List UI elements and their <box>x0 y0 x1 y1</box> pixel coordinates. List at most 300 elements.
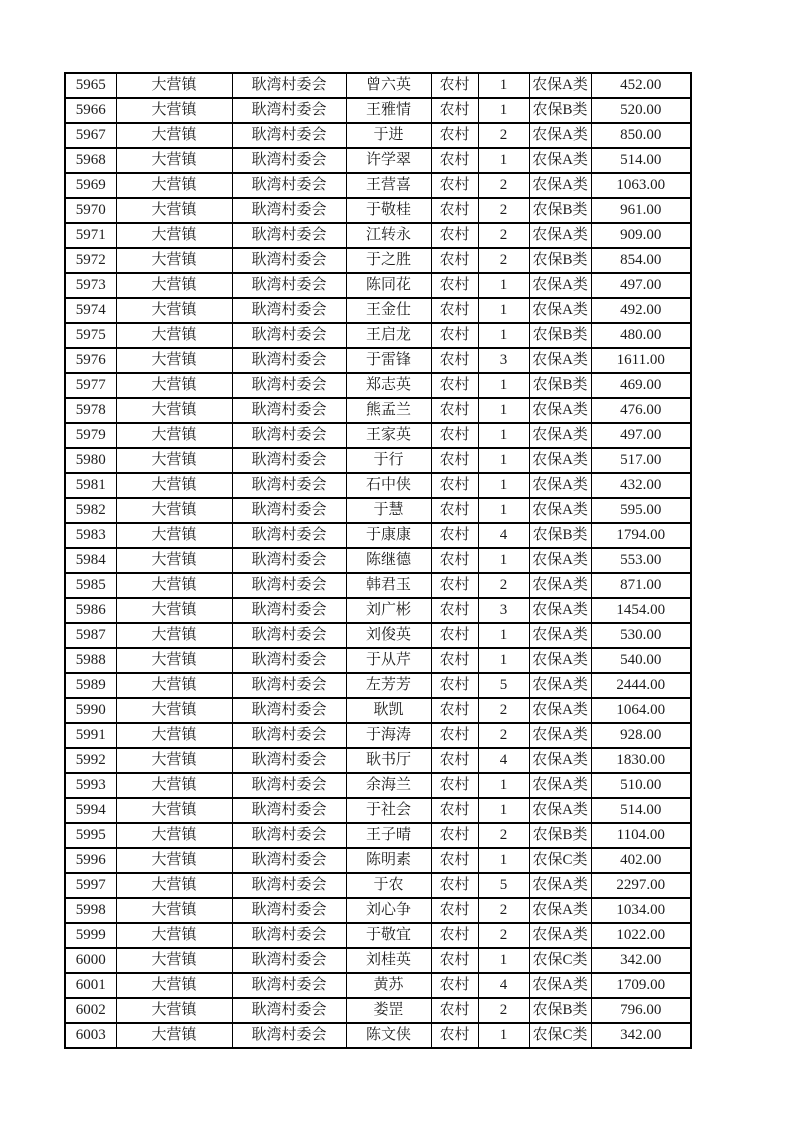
cell-insurance-class: 农保A类 <box>529 223 591 248</box>
cell-seq-no: 5970 <box>65 198 116 223</box>
table-row <box>65 448 691 473</box>
cell-person-name: 于进 <box>346 123 431 148</box>
cell-seq-no: 6000 <box>65 948 116 973</box>
cell-insurance-class: 农保A类 <box>529 723 591 748</box>
cell-town: 大营镇 <box>116 473 232 498</box>
cell-person-count: 1 <box>478 948 529 973</box>
cell-village-committee: 耿湾村委会 <box>232 848 346 873</box>
cell-person-name: 黄苏 <box>346 973 431 998</box>
cell-insurance-class: 农保A类 <box>529 298 591 323</box>
cell-residence-type: 农村 <box>431 223 478 248</box>
cell-village-committee: 耿湾村委会 <box>232 748 346 773</box>
cell-amount: 540.00 <box>591 648 691 673</box>
cell-village-committee: 耿湾村委会 <box>232 373 346 398</box>
cell-village-committee: 耿湾村委会 <box>232 698 346 723</box>
cell-seq-no: 5995 <box>65 823 116 848</box>
cell-insurance-class: 农保A类 <box>529 598 591 623</box>
cell-amount: 1709.00 <box>591 973 691 998</box>
subsidy-table-body <box>65 73 691 1048</box>
cell-person-name: 陈明素 <box>346 848 431 873</box>
cell-seq-no: 5974 <box>65 298 116 323</box>
cell-insurance-class: 农保B类 <box>529 323 591 348</box>
cell-amount: 530.00 <box>591 623 691 648</box>
cell-person-count: 2 <box>478 923 529 948</box>
cell-village-committee: 耿湾村委会 <box>232 98 346 123</box>
cell-seq-no: 5978 <box>65 398 116 423</box>
cell-person-count: 2 <box>478 698 529 723</box>
table-row <box>65 598 691 623</box>
cell-person-name: 曾六英 <box>346 73 431 98</box>
cell-person-name: 王金仕 <box>346 298 431 323</box>
table-row <box>65 698 691 723</box>
cell-person-name: 石中侠 <box>346 473 431 498</box>
cell-person-name: 于农 <box>346 873 431 898</box>
cell-seq-no: 5977 <box>65 373 116 398</box>
cell-residence-type: 农村 <box>431 898 478 923</box>
cell-amount: 497.00 <box>591 423 691 448</box>
cell-residence-type: 农村 <box>431 698 478 723</box>
cell-person-name: 于敬桂 <box>346 198 431 223</box>
cell-residence-type: 农村 <box>431 298 478 323</box>
cell-town: 大营镇 <box>116 898 232 923</box>
cell-residence-type: 农村 <box>431 573 478 598</box>
cell-seq-no: 5985 <box>65 573 116 598</box>
cell-town: 大营镇 <box>116 523 232 548</box>
cell-village-committee: 耿湾村委会 <box>232 198 346 223</box>
cell-person-name: 刘心争 <box>346 898 431 923</box>
cell-residence-type: 农村 <box>431 598 478 623</box>
cell-town: 大营镇 <box>116 123 232 148</box>
cell-insurance-class: 农保B类 <box>529 248 591 273</box>
cell-amount: 2297.00 <box>591 873 691 898</box>
cell-town: 大营镇 <box>116 623 232 648</box>
cell-person-count: 2 <box>478 198 529 223</box>
cell-seq-no: 5975 <box>65 323 116 348</box>
table-row <box>65 523 691 548</box>
cell-seq-no: 5986 <box>65 598 116 623</box>
cell-amount: 342.00 <box>591 948 691 973</box>
cell-town: 大营镇 <box>116 548 232 573</box>
cell-insurance-class: 农保B类 <box>529 198 591 223</box>
cell-person-count: 2 <box>478 223 529 248</box>
cell-residence-type: 农村 <box>431 348 478 373</box>
cell-insurance-class: 农保A类 <box>529 73 591 98</box>
cell-amount: 492.00 <box>591 298 691 323</box>
cell-seq-no: 5969 <box>65 173 116 198</box>
cell-seq-no: 6003 <box>65 1023 116 1048</box>
cell-town: 大营镇 <box>116 573 232 598</box>
cell-amount: 510.00 <box>591 773 691 798</box>
cell-person-name: 于康康 <box>346 523 431 548</box>
cell-village-committee: 耿湾村委会 <box>232 273 346 298</box>
cell-insurance-class: 农保A类 <box>529 123 591 148</box>
cell-person-count: 1 <box>478 473 529 498</box>
cell-village-committee: 耿湾村委会 <box>232 648 346 673</box>
cell-amount: 595.00 <box>591 498 691 523</box>
table-row <box>65 623 691 648</box>
table-row <box>65 148 691 173</box>
cell-seq-no: 5968 <box>65 148 116 173</box>
cell-amount: 342.00 <box>591 1023 691 1048</box>
cell-village-committee: 耿湾村委会 <box>232 998 346 1023</box>
cell-amount: 480.00 <box>591 323 691 348</box>
cell-village-committee: 耿湾村委会 <box>232 598 346 623</box>
cell-person-name: 江转永 <box>346 223 431 248</box>
cell-amount: 402.00 <box>591 848 691 873</box>
cell-person-count: 2 <box>478 123 529 148</box>
cell-seq-no: 5971 <box>65 223 116 248</box>
cell-person-name: 陈同花 <box>346 273 431 298</box>
cell-insurance-class: 农保A类 <box>529 623 591 648</box>
cell-village-committee: 耿湾村委会 <box>232 398 346 423</box>
cell-person-count: 3 <box>478 598 529 623</box>
cell-seq-no: 5992 <box>65 748 116 773</box>
cell-village-committee: 耿湾村委会 <box>232 873 346 898</box>
cell-residence-type: 农村 <box>431 123 478 148</box>
cell-residence-type: 农村 <box>431 548 478 573</box>
cell-person-count: 2 <box>478 823 529 848</box>
cell-village-committee: 耿湾村委会 <box>232 973 346 998</box>
cell-person-count: 1 <box>478 448 529 473</box>
cell-residence-type: 农村 <box>431 998 478 1023</box>
cell-seq-no: 5991 <box>65 723 116 748</box>
cell-seq-no: 5979 <box>65 423 116 448</box>
cell-town: 大营镇 <box>116 423 232 448</box>
cell-residence-type: 农村 <box>431 473 478 498</box>
cell-town: 大营镇 <box>116 348 232 373</box>
cell-town: 大营镇 <box>116 373 232 398</box>
cell-amount: 961.00 <box>591 198 691 223</box>
cell-person-name: 于海涛 <box>346 723 431 748</box>
cell-insurance-class: 农保A类 <box>529 873 591 898</box>
cell-amount: 432.00 <box>591 473 691 498</box>
cell-amount: 871.00 <box>591 573 691 598</box>
cell-amount: 1063.00 <box>591 173 691 198</box>
cell-village-committee: 耿湾村委会 <box>232 923 346 948</box>
cell-person-name: 王子晴 <box>346 823 431 848</box>
cell-seq-no: 5981 <box>65 473 116 498</box>
cell-insurance-class: 农保A类 <box>529 148 591 173</box>
table-row <box>65 973 691 998</box>
cell-town: 大营镇 <box>116 448 232 473</box>
cell-person-count: 1 <box>478 273 529 298</box>
cell-seq-no: 5997 <box>65 873 116 898</box>
cell-residence-type: 农村 <box>431 248 478 273</box>
cell-residence-type: 农村 <box>431 648 478 673</box>
cell-person-count: 1 <box>478 1023 529 1048</box>
table-row <box>65 548 691 573</box>
cell-village-committee: 耿湾村委会 <box>232 948 346 973</box>
cell-person-count: 1 <box>478 423 529 448</box>
cell-amount: 1022.00 <box>591 923 691 948</box>
table-row <box>65 773 691 798</box>
cell-insurance-class: 农保A类 <box>529 398 591 423</box>
cell-insurance-class: 农保A类 <box>529 448 591 473</box>
cell-town: 大营镇 <box>116 148 232 173</box>
cell-person-name: 左芳芳 <box>346 673 431 698</box>
cell-person-name: 于行 <box>346 448 431 473</box>
cell-village-committee: 耿湾村委会 <box>232 673 346 698</box>
cell-seq-no: 5983 <box>65 523 116 548</box>
cell-person-count: 1 <box>478 848 529 873</box>
cell-residence-type: 农村 <box>431 523 478 548</box>
cell-person-name: 熊孟兰 <box>346 398 431 423</box>
cell-person-name: 于敬宜 <box>346 923 431 948</box>
cell-person-count: 5 <box>478 873 529 898</box>
cell-person-name: 陈继德 <box>346 548 431 573</box>
cell-town: 大营镇 <box>116 248 232 273</box>
cell-person-count: 3 <box>478 348 529 373</box>
cell-person-count: 1 <box>478 798 529 823</box>
cell-town: 大营镇 <box>116 873 232 898</box>
cell-town: 大营镇 <box>116 498 232 523</box>
table-row <box>65 223 691 248</box>
cell-village-committee: 耿湾村委会 <box>232 423 346 448</box>
cell-village-committee: 耿湾村委会 <box>232 73 346 98</box>
table-row <box>65 898 691 923</box>
cell-person-name: 陈文侠 <box>346 1023 431 1048</box>
cell-insurance-class: 农保B类 <box>529 523 591 548</box>
cell-village-committee: 耿湾村委会 <box>232 498 346 523</box>
cell-seq-no: 5989 <box>65 673 116 698</box>
cell-amount: 517.00 <box>591 448 691 473</box>
cell-seq-no: 5988 <box>65 648 116 673</box>
cell-insurance-class: 农保C类 <box>529 1023 591 1048</box>
cell-town: 大营镇 <box>116 648 232 673</box>
cell-village-committee: 耿湾村委会 <box>232 148 346 173</box>
cell-insurance-class: 农保A类 <box>529 573 591 598</box>
cell-seq-no: 5972 <box>65 248 116 273</box>
cell-town: 大营镇 <box>116 273 232 298</box>
table-row <box>65 873 691 898</box>
cell-amount: 514.00 <box>591 798 691 823</box>
cell-town: 大营镇 <box>116 73 232 98</box>
cell-person-name: 娄罡 <box>346 998 431 1023</box>
cell-town: 大营镇 <box>116 998 232 1023</box>
cell-residence-type: 农村 <box>431 373 478 398</box>
cell-residence-type: 农村 <box>431 823 478 848</box>
cell-insurance-class: 农保A类 <box>529 798 591 823</box>
cell-town: 大营镇 <box>116 948 232 973</box>
cell-person-count: 2 <box>478 723 529 748</box>
cell-village-committee: 耿湾村委会 <box>232 348 346 373</box>
cell-seq-no: 5999 <box>65 923 116 948</box>
cell-town: 大营镇 <box>116 973 232 998</box>
cell-village-committee: 耿湾村委会 <box>232 723 346 748</box>
cell-seq-no: 5980 <box>65 448 116 473</box>
cell-insurance-class: 农保A类 <box>529 898 591 923</box>
table-row <box>65 573 691 598</box>
table-row <box>65 73 691 98</box>
cell-insurance-class: 农保B类 <box>529 998 591 1023</box>
cell-amount: 1830.00 <box>591 748 691 773</box>
cell-person-name: 于之胜 <box>346 248 431 273</box>
cell-amount: 909.00 <box>591 223 691 248</box>
cell-amount: 1034.00 <box>591 898 691 923</box>
cell-person-name: 刘俊英 <box>346 623 431 648</box>
table-row <box>65 173 691 198</box>
cell-insurance-class: 农保C类 <box>529 848 591 873</box>
cell-person-count: 5 <box>478 673 529 698</box>
cell-person-name: 于从芹 <box>346 648 431 673</box>
cell-amount: 2444.00 <box>591 673 691 698</box>
cell-amount: 497.00 <box>591 273 691 298</box>
table-row <box>65 398 691 423</box>
cell-person-name: 王家英 <box>346 423 431 448</box>
cell-person-count: 4 <box>478 523 529 548</box>
cell-village-committee: 耿湾村委会 <box>232 298 346 323</box>
cell-seq-no: 5993 <box>65 773 116 798</box>
cell-town: 大营镇 <box>116 173 232 198</box>
cell-village-committee: 耿湾村委会 <box>232 898 346 923</box>
cell-residence-type: 农村 <box>431 98 478 123</box>
cell-insurance-class: 农保B类 <box>529 98 591 123</box>
cell-town: 大营镇 <box>116 848 232 873</box>
cell-seq-no: 5994 <box>65 798 116 823</box>
cell-village-committee: 耿湾村委会 <box>232 823 346 848</box>
cell-amount: 514.00 <box>591 148 691 173</box>
cell-amount: 1794.00 <box>591 523 691 548</box>
cell-person-name: 王营喜 <box>346 173 431 198</box>
cell-person-count: 2 <box>478 898 529 923</box>
cell-amount: 1104.00 <box>591 823 691 848</box>
cell-seq-no: 5987 <box>65 623 116 648</box>
cell-village-committee: 耿湾村委会 <box>232 523 346 548</box>
table-row <box>65 848 691 873</box>
cell-insurance-class: 农保B类 <box>529 373 591 398</box>
cell-seq-no: 5982 <box>65 498 116 523</box>
cell-insurance-class: 农保A类 <box>529 973 591 998</box>
cell-town: 大营镇 <box>116 923 232 948</box>
cell-seq-no: 5990 <box>65 698 116 723</box>
cell-person-count: 2 <box>478 998 529 1023</box>
cell-residence-type: 农村 <box>431 1023 478 1048</box>
cell-seq-no: 5967 <box>65 123 116 148</box>
cell-residence-type: 农村 <box>431 873 478 898</box>
cell-insurance-class: 农保A类 <box>529 648 591 673</box>
table-row <box>65 823 691 848</box>
cell-amount: 476.00 <box>591 398 691 423</box>
cell-amount: 928.00 <box>591 723 691 748</box>
cell-village-committee: 耿湾村委会 <box>232 798 346 823</box>
cell-residence-type: 农村 <box>431 748 478 773</box>
cell-village-committee: 耿湾村委会 <box>232 173 346 198</box>
table-row <box>65 273 691 298</box>
cell-amount: 520.00 <box>591 98 691 123</box>
cell-residence-type: 农村 <box>431 398 478 423</box>
cell-town: 大营镇 <box>116 773 232 798</box>
cell-residence-type: 农村 <box>431 773 478 798</box>
table-row <box>65 923 691 948</box>
cell-insurance-class: 农保A类 <box>529 748 591 773</box>
cell-village-committee: 耿湾村委会 <box>232 323 346 348</box>
cell-town: 大营镇 <box>116 598 232 623</box>
cell-residence-type: 农村 <box>431 848 478 873</box>
subsidy-table <box>64 72 692 1049</box>
cell-person-count: 1 <box>478 373 529 398</box>
cell-residence-type: 农村 <box>431 673 478 698</box>
cell-village-committee: 耿湾村委会 <box>232 773 346 798</box>
cell-amount: 469.00 <box>591 373 691 398</box>
cell-person-count: 4 <box>478 973 529 998</box>
cell-person-count: 1 <box>478 148 529 173</box>
cell-person-name: 耿凯 <box>346 698 431 723</box>
cell-person-count: 1 <box>478 773 529 798</box>
cell-town: 大营镇 <box>116 198 232 223</box>
cell-residence-type: 农村 <box>431 448 478 473</box>
cell-village-committee: 耿湾村委会 <box>232 573 346 598</box>
cell-insurance-class: 农保C类 <box>529 948 591 973</box>
cell-residence-type: 农村 <box>431 973 478 998</box>
cell-person-count: 1 <box>478 623 529 648</box>
cell-person-name: 刘广彬 <box>346 598 431 623</box>
cell-insurance-class: 农保A类 <box>529 173 591 198</box>
cell-person-name: 王雅情 <box>346 98 431 123</box>
cell-insurance-class: 农保A类 <box>529 273 591 298</box>
cell-amount: 854.00 <box>591 248 691 273</box>
cell-seq-no: 6002 <box>65 998 116 1023</box>
table-row <box>65 123 691 148</box>
cell-person-name: 于慧 <box>346 498 431 523</box>
cell-person-count: 2 <box>478 573 529 598</box>
subsidy-table-container <box>64 72 692 1049</box>
cell-residence-type: 农村 <box>431 148 478 173</box>
table-row <box>65 348 691 373</box>
cell-residence-type: 农村 <box>431 273 478 298</box>
cell-town: 大营镇 <box>116 723 232 748</box>
cell-person-count: 1 <box>478 98 529 123</box>
cell-insurance-class: 农保B类 <box>529 823 591 848</box>
cell-village-committee: 耿湾村委会 <box>232 473 346 498</box>
cell-residence-type: 农村 <box>431 73 478 98</box>
cell-amount: 850.00 <box>591 123 691 148</box>
cell-seq-no: 5998 <box>65 898 116 923</box>
cell-person-name: 郑志英 <box>346 373 431 398</box>
table-row <box>65 748 691 773</box>
cell-insurance-class: 农保A类 <box>529 473 591 498</box>
table-row <box>65 673 691 698</box>
cell-seq-no: 5973 <box>65 273 116 298</box>
cell-town: 大营镇 <box>116 673 232 698</box>
table-row <box>65 98 691 123</box>
cell-town: 大营镇 <box>116 323 232 348</box>
cell-person-name: 许学翠 <box>346 148 431 173</box>
cell-person-name: 韩君玉 <box>346 573 431 598</box>
cell-seq-no: 5996 <box>65 848 116 873</box>
cell-village-committee: 耿湾村委会 <box>232 223 346 248</box>
cell-residence-type: 农村 <box>431 323 478 348</box>
cell-seq-no: 5976 <box>65 348 116 373</box>
cell-person-count: 2 <box>478 173 529 198</box>
table-row <box>65 798 691 823</box>
cell-amount: 452.00 <box>591 73 691 98</box>
table-row <box>65 473 691 498</box>
cell-amount: 553.00 <box>591 548 691 573</box>
cell-town: 大营镇 <box>116 223 232 248</box>
cell-insurance-class: 农保A类 <box>529 773 591 798</box>
cell-village-committee: 耿湾村委会 <box>232 1023 346 1048</box>
table-row <box>65 498 691 523</box>
cell-person-count: 1 <box>478 73 529 98</box>
cell-town: 大营镇 <box>116 823 232 848</box>
cell-person-name: 耿书厅 <box>346 748 431 773</box>
cell-residence-type: 农村 <box>431 723 478 748</box>
cell-residence-type: 农村 <box>431 923 478 948</box>
cell-residence-type: 农村 <box>431 498 478 523</box>
cell-residence-type: 农村 <box>431 198 478 223</box>
cell-insurance-class: 农保A类 <box>529 348 591 373</box>
cell-insurance-class: 农保A类 <box>529 923 591 948</box>
